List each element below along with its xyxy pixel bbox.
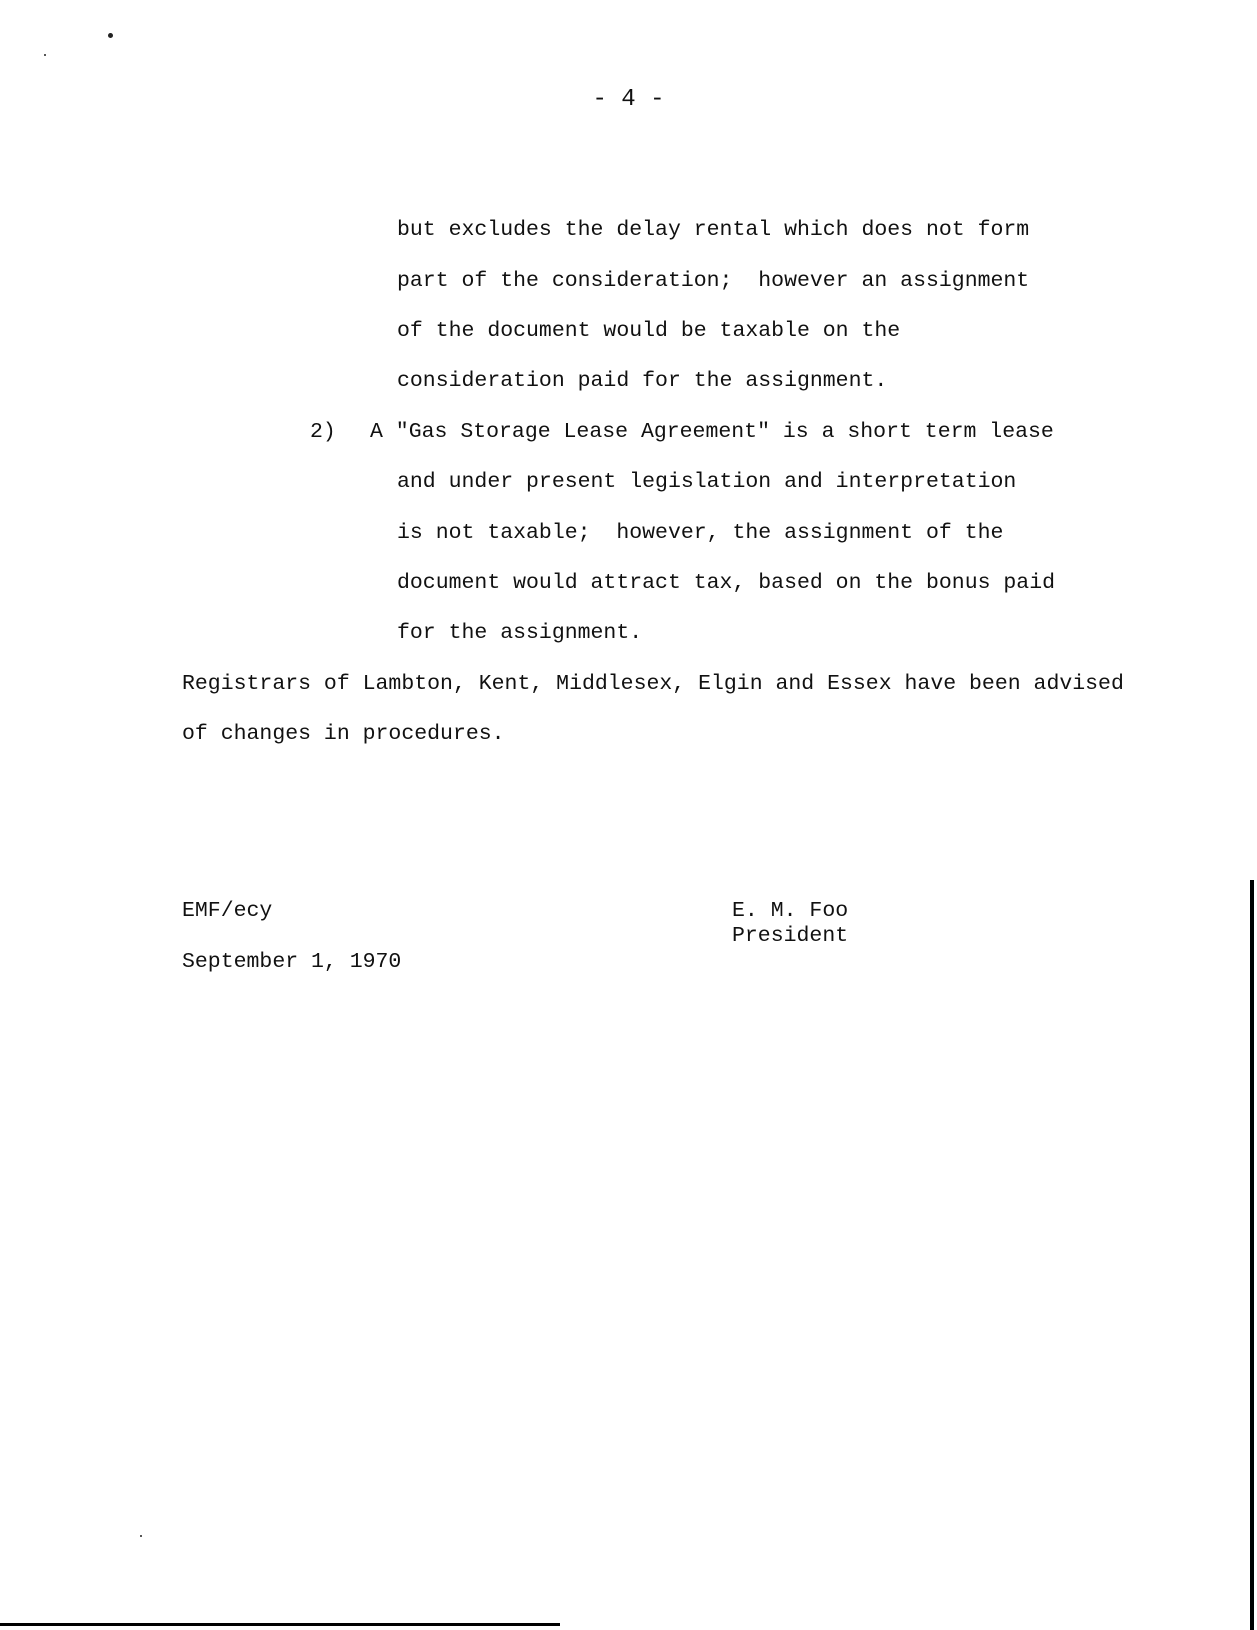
document-date: September 1, 1970 (182, 950, 402, 974)
list-item-first-line: A "Gas Storage Lease Agreement" is a short term lease (370, 420, 1054, 444)
list-item-line: is not taxable; however, the assignment of the (397, 521, 1004, 545)
list-item-line: and under present legislation and interpretation (397, 470, 1017, 494)
signatory-name: E. M. Foo (732, 899, 849, 923)
page-number: - 4 - (592, 86, 665, 113)
reference-initials: EMF/ecy (182, 899, 273, 923)
list-item-marker: 2) (310, 420, 336, 444)
paragraph-line: of the document would be taxable on the (397, 319, 901, 343)
closing-line: of changes in procedures. (182, 722, 505, 746)
scan-speck (108, 33, 113, 38)
paragraph-line: consideration paid for the assignment. (397, 369, 888, 393)
signatory-title: President (732, 924, 849, 948)
scan-speck (140, 1535, 142, 1537)
scan-edge-bottom (0, 1623, 560, 1626)
scan-edge-right (1250, 880, 1254, 1630)
paragraph-line: part of the consideration; however an assignment (397, 269, 1030, 293)
list-item-line: document would attract tax, based on the bonus paid (397, 571, 1056, 595)
paragraph-line: but excludes the delay rental which does not form (397, 218, 1030, 242)
list-item-line: for the assignment. (397, 621, 643, 645)
closing-line: Registrars of Lambton, Kent, Middlesex, Elgin and Essex have been advised (182, 672, 1124, 696)
scan-speck (44, 54, 46, 56)
